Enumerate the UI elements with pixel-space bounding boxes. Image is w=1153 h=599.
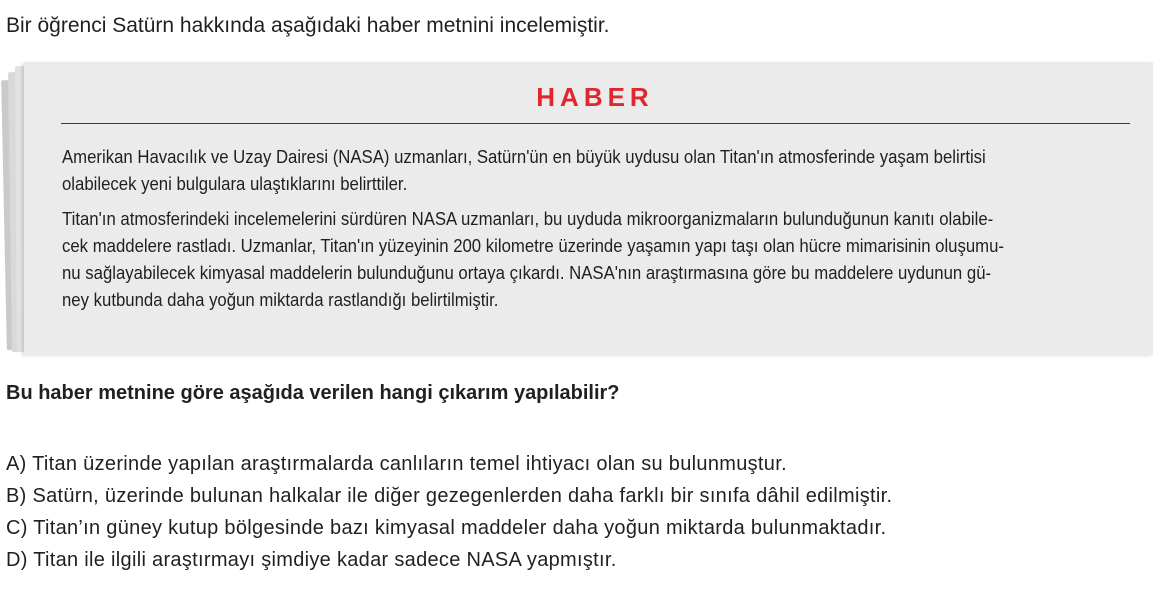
news-divider bbox=[61, 123, 1130, 124]
news-body bbox=[62, 144, 1142, 314]
news-box bbox=[24, 62, 1153, 355]
news-paragraph-1 bbox=[62, 144, 1142, 198]
option-b[interactable]: B) Satürn, üzerinde bulunan halkalar ile diğer gezegenlerden daha farklı bir sınıfa dâhil edilmiştir. bbox=[6, 485, 893, 507]
option-c[interactable]: C) Titan’ın güney kutup bölgesinde bazı kimyasal maddeler daha yoğun miktarda bulunmaktadır. bbox=[6, 517, 887, 539]
option-a[interactable]: A) Titan üzerinde yapılan araştırmalarda canlıların temel ihtiyacı olan su bulunmuştur. bbox=[6, 453, 787, 475]
news-line: Titan'ın atmosferindeki incelemelerini sürdüren NASA uzmanları, bu uyduda mikroorganizmaların bulunduğunun kanıtı olabile- bbox=[62, 209, 994, 229]
answer-options bbox=[6, 448, 892, 576]
news-line: ney kutbunda daha yoğun miktarda rastlandığı belirtilmiştir. bbox=[62, 290, 499, 310]
option-d[interactable]: D) Titan ile ilgili araştırmayı şimdiye kadar sadece NASA yapmıştır. bbox=[6, 549, 617, 571]
news-line: nu sağlayabilecek kimyasal maddelerin bulunduğunu ortaya çıkardı. NASA'nın araştırmasına göre bu maddelere uydunun gü- bbox=[62, 263, 992, 283]
question-text: Bu haber metnine göre aşağıda verilen hangi çıkarım yapılabilir? bbox=[6, 382, 620, 404]
news-paragraph-2 bbox=[62, 206, 1142, 314]
news-line: Amerikan Havacılık ve Uzay Dairesi (NASA) uzmanları, Satürn'ün en büyük uydusu olan Titan'ın atmosferinde yaşam belirtisi bbox=[62, 147, 986, 167]
intro-text: Bir öğrenci Satürn hakkında aşağıdaki haber metnini incelemiştir. bbox=[6, 14, 610, 37]
news-title: HABER bbox=[536, 82, 654, 112]
news-line: cek maddelere rastladı. Uzmanlar, Titan'ın yüzeyinin 200 kilometre üzerinde yaşamın yapı taşı olan hücre mimarisinin oluşumu- bbox=[62, 236, 1005, 256]
news-line: olabilecek yeni bulgulara ulaştıklarını belirttiler. bbox=[62, 174, 408, 194]
